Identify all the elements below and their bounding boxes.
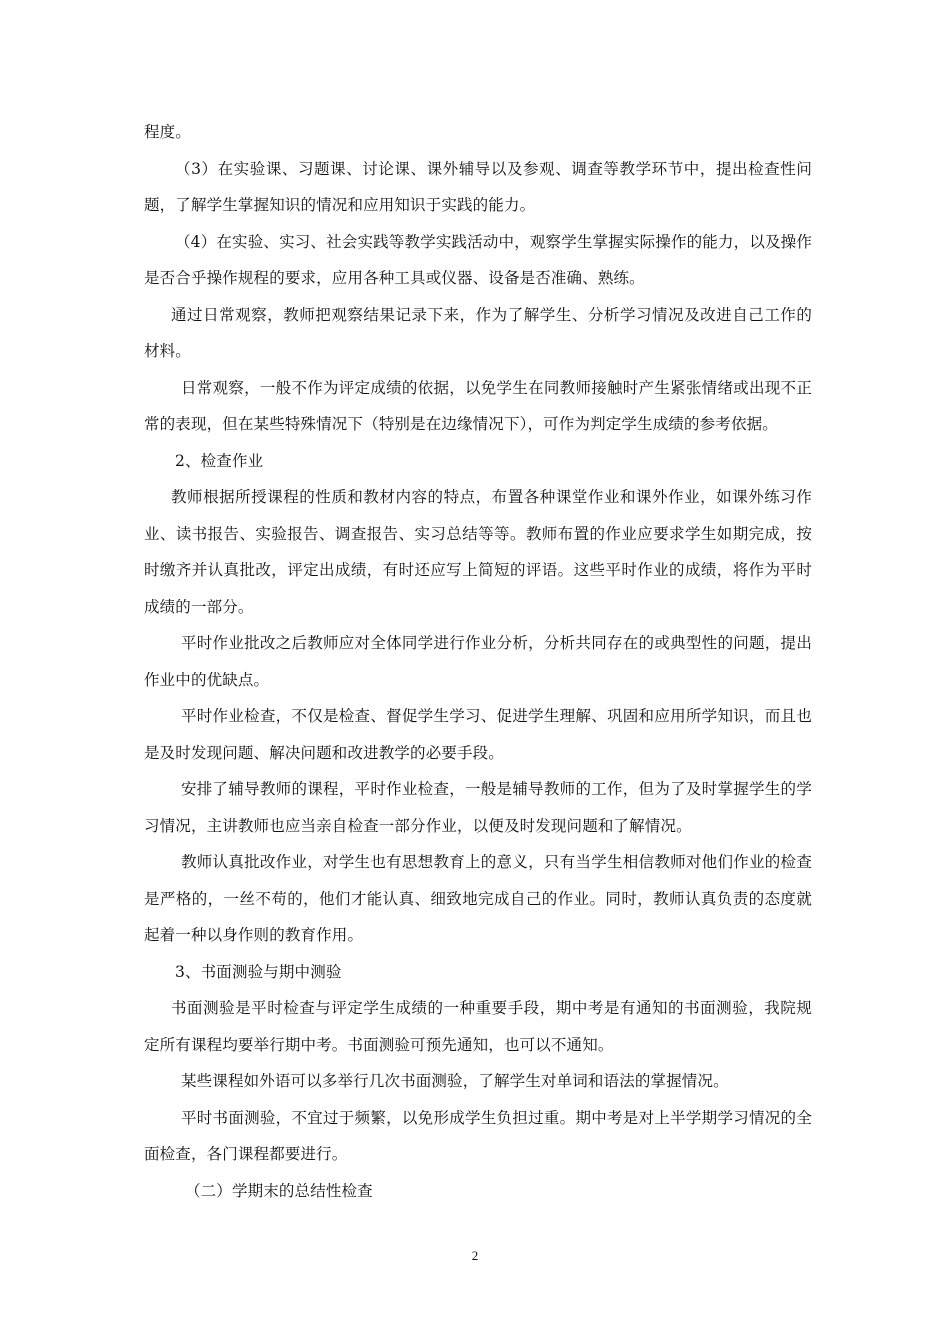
document-body xyxy=(144,114,812,1209)
paragraph-item-4: （4）在实验、实习、社会实践等教学实践活动中，观察学生掌握实际操作的能力，以及操作是否合乎操作规程的要求，应用各种工具或仪器、设备是否准确、熟练。 xyxy=(144,232,812,287)
paragraph-homework-assignment: 教师根据所授课程的性质和教材内容的特点，布置各种课堂作业和课外作业，如课外练习作业、读书报告、实验报告、调查报告、实习总结等等。教师布置的作业应要求学生如期完成，按时缴齐并认真批改，评定出成绩，有时还应写上简短的评语。这些平时作业的成绩，将作为平时成绩的一部分。 xyxy=(144,488,812,616)
section-heading-written-tests: 3、书面测验与期中测验 xyxy=(175,962,342,981)
paragraph-homework-analysis: 平时作业批改之后教师应对全体同学进行作业分析，分析共同存在的或典型性的问题，提出作业中的优缺点。 xyxy=(144,634,812,689)
paragraph-language-tests: 某些课程如外语可以多举行几次书面测验，了解学生对单词和语法的掌握情况。 xyxy=(181,1072,729,1090)
paragraph-homework-check-purpose: 平时作业检查，不仅是检查、督促学生学习、促进学生理解、巩固和应用所学知识，而且也是及时发现问题、解决问题和改进教学的必要手段。 xyxy=(144,707,812,762)
page-number: 2 xyxy=(471,1248,479,1263)
section-heading-check-homework: 2、检查作业 xyxy=(175,451,264,470)
paragraph-homework-education: 教师认真批改作业，对学生也有思想教育上的意义，只有当学生相信教师对他们作业的检查是严格的，一丝不苟的，他们才能认真、细致地完成自己的作业。同时，教师认真负责的态度就起着一种以身作则的教育作用。 xyxy=(144,853,812,944)
paragraph-tutor-homework: 安排了辅导教师的课程，平时作业检查，一般是辅导教师的工作，但为了及时掌握学生的学习情况，主讲教师也应当亲自检查一部分作业，以便及时发现问题和了解情况。 xyxy=(144,780,812,835)
paragraph-continuation: 程度。 xyxy=(144,123,191,141)
section-heading-term-end-check: （二）学期末的总结性检查 xyxy=(185,1181,373,1200)
paragraph-written-test-means: 书面测验是平时检查与评定学生成绩的一种重要手段，期中考是有通知的书面测验，我院规定所有课程均要举行期中考。书面测验可预先通知，也可以不通知。 xyxy=(144,999,812,1054)
paragraph-daily-observation-record: 通过日常观察，教师把观察结果记录下来，作为了解学生、分析学习情况及改进自己工作的材料。 xyxy=(144,305,812,360)
paragraph-item-3: （3）在实验课、习题课、讨论课、课外辅导以及参观、调查等教学环节中，提出检查性问题，了解学生掌握知识的情况和应用知识于实践的能力。 xyxy=(144,159,812,214)
paragraph-daily-observation-usage: 日常观察，一般不作为评定成绩的依据，以免学生在同教师接触时产生紧张情绪或出现不正常的表现，但在某些特殊情况下（特别是在边缘情况下），可作为判定学生成绩的参考依据。 xyxy=(144,378,812,433)
paragraph-test-frequency: 平时书面测验，不宜过于频繁，以免形成学生负担过重。期中考是对上半学期学习情况的全面检查，各门课程都要进行。 xyxy=(144,1108,812,1163)
